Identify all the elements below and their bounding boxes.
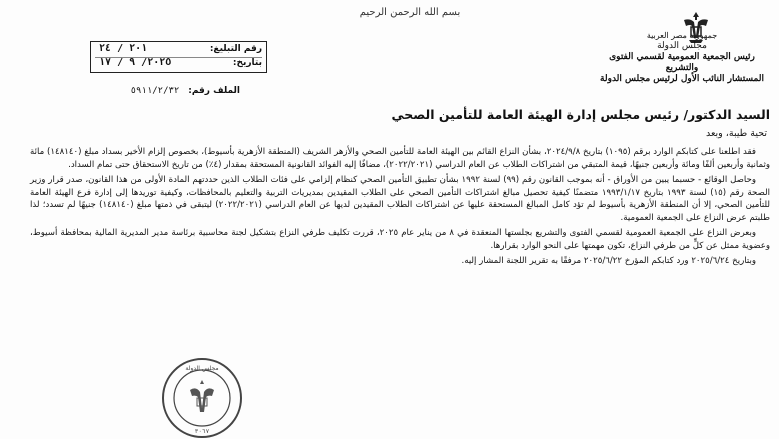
body-paragraph: وبتاريخ ٢٠٢٥/٦/٢٤ ورد كتابكم المؤرخ ٢٠٢٥/٦/٢٢ مرفقًا به تقرير اللجنة المشار إليه. [461, 256, 756, 266]
body-paragraph: فقد اطلعنا على كتابكم الوارد برقم (١٠٩٥) بتاريخ ٢٠٢٤/٩/٨، بشأن النزاع القائم بين الهيئة العامة للتأمين الصحي والأزهر الشريف (المنطقة الأزهرية بأسيوط)، بخصوص إلزام الأخير بسداد مبلغ (١٤٨١٤٠) مائة وثمانية وأربعين ألفًا ومائة وأربعين جنيهًا، قيمة المتبقي من اشتراكات الطلاب عن العام الدراسي (٢٠٢٢/٢٠٢١)، مضافًا إليه الفوائد القانونية المستحقة بمقدار (٤٪) من تاريخ الاستحقاق حتى تمام السداد. [30, 147, 770, 170]
seal-ring-text: مجلس الدولة [185, 365, 219, 372]
file-number-value: ٥٩١١/٢/٣٢ [130, 86, 180, 96]
reference-date-row [95, 57, 262, 71]
seal-number: ٣٠٦٧ [194, 428, 210, 435]
file-number [120, 86, 240, 96]
letter-body [30, 146, 770, 271]
basmala: بسم الله الرحمن الرحيم [359, 7, 461, 18]
reference-box [90, 41, 267, 73]
header-counselor: المستشار النائب الأول لرئيس مجلس الدولة [600, 74, 764, 84]
reference-date-value: ٢٠٢٥/ ٩ / ١٧ [99, 57, 172, 68]
body-paragraph: وبعرض النزاع على الجمعية العمومية لقسمي الفتوى والتشريع بجلستها المنعقدة في ٨ من يناير عام ٢٠٢٥، قررت تكليف طرفي النزاع بتشكيل لجنة محاسبية برئاسة مدير المديرية المالية بمحافظة أسيوط، وعضوية ممثل عن كلٍّ من طرفي النزاع، تكون مهمتها على النحو الوارد بقرارها. [30, 228, 770, 251]
file-number-label: الملف رقم: [188, 86, 240, 96]
header-council: مجلس الدولة [657, 41, 707, 51]
header-assembly: رئيس الجمعية العمومية لقسمي الفتوى والتشريع [609, 52, 755, 73]
reference-number-row [95, 43, 262, 58]
reference-number-value: ٢٠١ / ٢٤ [99, 43, 148, 54]
reference-number-label: رقم التبليغ: [209, 44, 262, 54]
official-seal-icon [160, 356, 244, 440]
addressee: السيد الدكتور/ رئيس مجلس إدارة الهيئة العامة للتأمين الصحي [391, 107, 770, 122]
header-country: جمهورية مصر العربية [646, 31, 718, 40]
greeting: تحية طيبة، وبعد [705, 128, 767, 139]
issuer-header [592, 30, 772, 85]
body-paragraph: وحاصل الوقائع - حسبما يبين من الأوراق - أنه بموجب القانون رقم (٩٩) لسنة ١٩٩٢ بشأن تطبيق التأمين الصحي كنظام إلزامي على فئات الطلاب الذين حددتهم المادة الأولى من هذا القانون، صدر قرار وزير الصحة رقم (١٥) لسنة ١٩٩٣ بتاريخ ١٩٩٣/١/١٧ متضمنًا كيفية تحصيل مبالغ اشتراكات التأمين الصحي على الطلاب المقيدين بمديريات التربية والتعليم بالمحافظات، وكيفية توريدها إلى إدارة فرع الهيئة العامة للتأمين الصحي، إلا أن المنطقة الأزهرية بأسيوط لم تؤد كامل المبالغ المستحقة عليها عن اشتراكات الطلاب المقيدين لديها عن العام الدراسي (٢٠٢٢/٢٠٢١) ليتبقى في ذمتها مبلغ (١٤٨١٤٠) جنيهًا لم تسدد؛ لذا طلبتم عرض النزاع على الجمعية العمومية. [30, 175, 771, 223]
reference-date-label: بتاريخ: [232, 58, 262, 68]
